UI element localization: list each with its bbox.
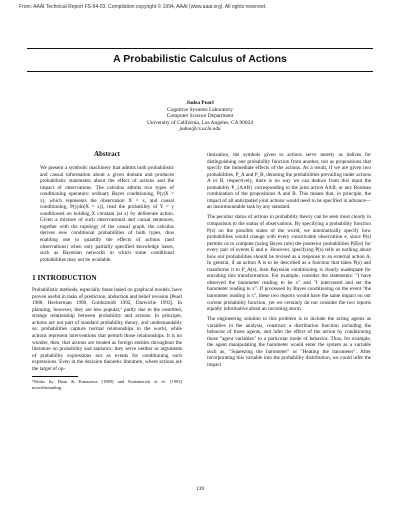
introduction-heading: 1 INTRODUCTION [32,273,97,283]
right-paragraph: timization, the symbols given to actions serve merely as indices for distinguishing one probability function from another, not as propositions that specify the immediate effects of the actions. As a result, if we are given two probabilities, P_A and P_B, denoting the probabilities prevailing under actions A or B, respectively, there is no way we can deduce from this input the probability P_{A∧B} corresponding to the joint action A∧B, or any Boolean combination of the propositions A and B. This means that, in principle, the impact of all anticipated joint actions would need to be specified in advance—an insurmountable task by any standard. [207,152,371,211]
right-paragraph: The engineering solution to this problem is to include the acting agents as variables in the analysis, construct a distribution function including the behavior of those agents, and infer the effect of the action by conditioning those "agent variables" to a particular mode of behavior. Thus, for example, the agent manipulating the barometer would enter the system as a variable such as, "Squeezing the barometer" or "Heating the barometer". After incorporating this variable into the probability distribution, we could infer the impact [207,316,371,368]
author-name: Judea Pearl [186,100,214,106]
abstract-body: We present a symbolic machinery that admits both probabilistic and causal information about a given domain and produces probabilistic statements about the effect of actions and the impact of observations. The calculus admits two types of conditioning operators: ordinary Bayes conditioning, P(y|X = x), which represents the observation X = x, and causal conditioning, P(y|do(X = x)), read the probability of Y = y conditioned on holding X constant (at x) by deliberate action. Given a mixture of such observational and causal sentences, together with the topology of the causal graph, the calculus derives new conditional probabilities of both types, thus enabling one to quantify the effects of actions (and observations) when only partially specified knowledge bases, such as Bayesian networks in which some conditional probabilities may not be available. [40,165,174,263]
footnote-rule [32,376,78,377]
author-lab: Cognitive Systems Laboratory [167,106,233,113]
abstract-heading: Abstract [93,150,121,158]
paper-title: A Probabilistic Calculus of Actions [113,53,287,65]
right-column [207,152,371,372]
author-email: judea@cs.ucla.edu [179,126,221,133]
author-department: Computer Science Department [166,113,234,120]
footnote: ¹Works by Dean & Kanazawa [1989] and Kushmerick et al. [1993] notwithstanding. [32,379,182,390]
author-block [100,100,300,133]
author-university: University of California, Los Angeles, CA 90024 [146,119,253,126]
page-number: 139 [195,486,205,492]
copyright-header: From: AAAI Technical Report FS-94-03. Compilation copyright © 1994, AAAI (www.aaai.org). All rights reserved. [19,4,267,10]
title-rule-bottom [27,71,373,72]
title-rule-top [27,48,373,49]
left-column [32,150,182,391]
introduction-body: Probabilistic methods, especially those based on graphical models, have proven useful in tasks of prediction, abduction and belief revision [Pearl 1988, Heckerman 1990, Goldszmidt 1992, Darwiche 1993]. In planning, however, they are less popular,¹ partly due to the unsettled, strange relationship between probability and actions. In principle, actions are not part of standard probability theory, and understandably so: probabilities capture normal relationships in the world, while actions represent interventions that perturb those relationships. It is no wonder, then, that actions are treated as foreign entities throughout the literature on probability and statistics; they serve neither as arguments of probability expressions nor as events for conditioning such expressions. Even in the decision theoretic literature, where actions are the target of op- [32,287,182,372]
right-paragraph: The peculiar status of actions in probability theory can be seen most clearly in comparison to the status of observations. By specifying a probability function P(s) on the possible states of the world, we automatically specify how probabilities would change with every conceivable observation e, since P(s) permits us to compute (using Bayes rule) the posterior probabilities P(E|e) for every pair of events E and e. However, specifying P(s) tells us nothing about how our probabilities should be revised as a response to an external action A. In general, if an action A is to be described as a function that takes P(s) and transforms it to P_A(s), then Bayesian conditioning is clearly inadequate for encoding this transformation. For example, consider the statements: "I have observed the barometer reading to be x" and "I intervened and set the barometer reading to x". If processed by Bayes conditioning on the event "the barometer reading is x", these two reports would have the same impact on our current probability function, yet we certainly do not consider the two reports equally informative about an incoming storm. [207,214,371,313]
